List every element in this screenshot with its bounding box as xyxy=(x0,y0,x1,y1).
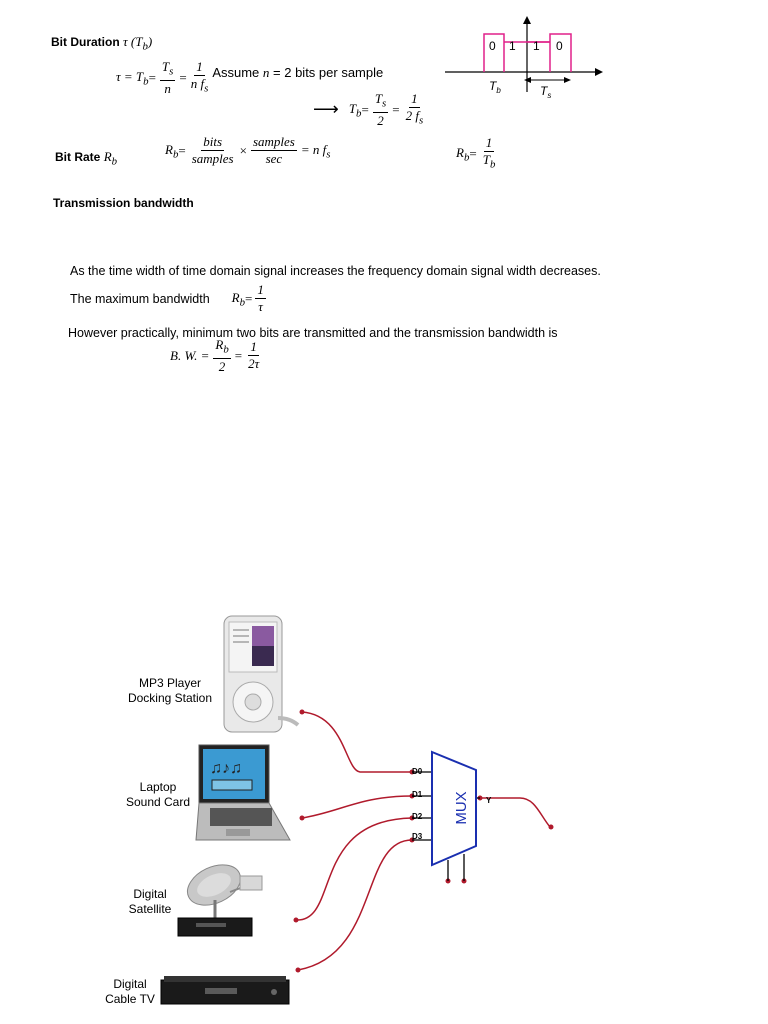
output-label: Y xyxy=(486,796,492,805)
wire-d2 xyxy=(296,818,412,920)
device-label-laptop: Laptop Sound Card xyxy=(125,780,191,809)
mux-label: MUX xyxy=(453,791,470,825)
bit-duration-heading: Bit Duration τ $(T_b)$ xyxy=(51,34,153,53)
paragraph-practical: However practically, minimum two bits are transmitted and the transmission bandwidth is xyxy=(68,326,558,340)
bit-rate-heading: Bit Rate $R_b$ xyxy=(55,149,118,168)
bandwidth-equation: B. W. = $\frac{R_b}{2}$ = $\frac{1}{2\tau}$ xyxy=(170,337,260,374)
tb-label: $T_b$ xyxy=(489,79,501,95)
bit-duration-equation: $\tau = T_b$ = $\frac{T_s}{n}$ = $\frac{1}{n f_s}$ Assume n = 2 bits per sample xyxy=(116,59,384,96)
device-label-mp3: MP3 Player Docking Station xyxy=(127,676,213,705)
tb-equation: ⟶ $T_b$ = $\frac{T_s}{2}$ = $\frac{1}{2 f_s}$ xyxy=(313,91,424,128)
satellite-dish-icon xyxy=(178,857,262,936)
paragraph-time-frequency: As the time width of time domain signal increases the frequency domain signal width decreases. xyxy=(70,264,601,278)
ts-arrow-right-icon xyxy=(564,77,571,83)
amplitude-axis-arrow-icon xyxy=(523,16,531,24)
wire-d1 xyxy=(302,796,412,818)
mp3-player-icon xyxy=(224,616,298,732)
wire-d3 xyxy=(298,840,412,970)
wire-terminals xyxy=(294,710,554,973)
rb-equation: $R_b$ = $\frac{1}{T_b}$ xyxy=(456,135,496,171)
svg-text:♫♪♫: ♫♪♫ xyxy=(210,760,242,777)
mux-diagram xyxy=(0,600,768,1024)
bit-waveform xyxy=(440,12,610,102)
device-label-cable: Digital Cable TV xyxy=(105,977,155,1006)
bit-label: 1 xyxy=(533,39,540,53)
wire-d0 xyxy=(302,712,412,772)
input-label: D0 xyxy=(412,767,423,776)
ts-label: $T_s$ xyxy=(540,84,552,100)
transmission-heading: Transmission bandwidth xyxy=(53,196,194,210)
input-label: D2 xyxy=(412,812,423,821)
max-bandwidth-line: The maximum bandwidth $R_b$ = $\frac{1}{\tau}$ xyxy=(70,282,264,315)
device-label-satellite: Digital Satellite xyxy=(128,887,172,916)
input-label: D1 xyxy=(412,790,423,799)
bit-label: 0 xyxy=(556,39,563,53)
bit-label: 0 xyxy=(489,39,496,53)
time-axis-arrow-icon xyxy=(595,68,603,76)
input-wires xyxy=(296,712,550,970)
bit-label: 1 xyxy=(509,39,516,53)
bit-rate-equation: $R_b$ = $\frac{\text{bits}}{\text{samples}}$ × $\frac{\text{samples}}{\sec}$ = n $f_s$ xyxy=(165,134,331,167)
laptop-icon xyxy=(196,745,290,840)
arrow-right-icon: ⟶ xyxy=(313,99,339,120)
input-label: D3 xyxy=(412,832,423,841)
cable-tv-box-icon xyxy=(161,976,289,1004)
